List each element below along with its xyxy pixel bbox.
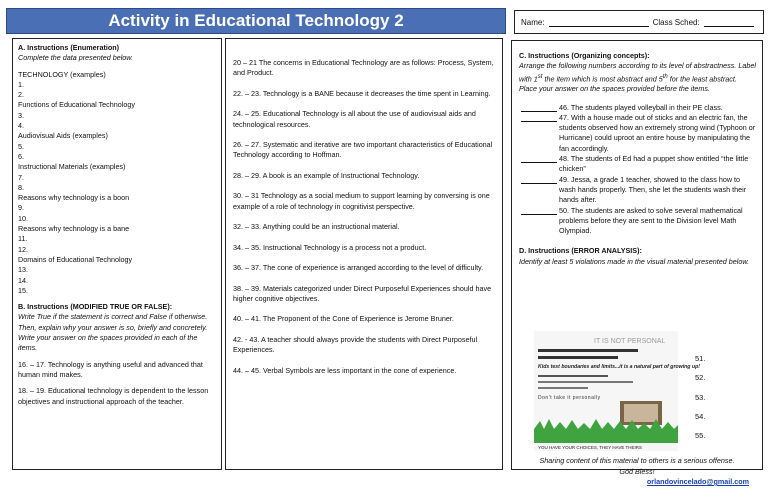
enumeration-line: 6. <box>18 151 24 161</box>
error-answer-numbers <box>695 349 705 445</box>
enumeration-line: 5. <box>18 141 24 151</box>
name-label: Name: <box>521 17 545 27</box>
section-c-heading: C. Instructions (Organizing concepts): <box>519 51 650 60</box>
error-number: 51. <box>695 354 706 363</box>
enumeration-line: 15. <box>18 285 28 295</box>
true-false-item: 26. – 27. Systematic and iterative are two important characteristics of Educational Technology according to Hoffman. <box>233 140 493 160</box>
class-sched-field[interactable] <box>704 18 754 27</box>
answer-blank[interactable] <box>521 113 557 122</box>
error-number: 52. <box>695 373 706 383</box>
organizing-item-text: 47. With a house made out of sticks and an electric fan, the students observed how an extremely strong wind (Typhoon or Hurricane) could uproot an entire house by manipulating the fan accordingly. <box>559 112 756 153</box>
true-false-list <box>233 58 496 376</box>
true-false-item: 44. – 45. Verbal Symbols are less important in the cone of experience. <box>233 365 457 375</box>
name-field[interactable] <box>549 18 649 27</box>
footer <box>511 456 763 488</box>
enumeration-line: Domains of Educational Technology <box>18 254 133 264</box>
enumeration-line: 3. <box>18 110 24 120</box>
enumeration-line: Audiovisual Aids (examples) <box>18 131 108 141</box>
section-c-instructions: Arrange the following numbers according to its level of abstractness. Label with 1st the item which is most abstract and 5th for the least abstract. Place your answer on the spaces provided before the items. <box>519 61 756 94</box>
true-false-item: 22. – 23. Technology is a BANE because it decreases the time spent in Learning. <box>233 88 491 98</box>
enumeration-line: 7. <box>18 172 24 182</box>
organizing-item-text: 49. Jessa, a grade 1 teacher, showed to the class how to wash hands properly. Then, she let the students wash their hands after. <box>559 174 747 205</box>
enumeration-line: 12. <box>18 244 28 254</box>
answer-blank[interactable] <box>521 175 557 184</box>
poster-footer: YOU HAVE YOUR CHOICES, THEY HAVE THEIRS <box>538 445 643 450</box>
error-number: 54. <box>695 411 706 421</box>
section-a-heading: A. Instructions (Enumeration) <box>18 43 120 52</box>
organizing-item <box>521 154 756 175</box>
true-false-item: 24. – 25. Educational Technology is all about the use of audiovisual aids and technological resources. <box>233 109 476 129</box>
true-false-item: 40. – 41. The Proponent of the Cone of Experience is Jerome Bruner. <box>233 314 454 324</box>
section-a-instructions: Complete the data presented below. <box>18 53 134 63</box>
author-email-link[interactable]: orlandovincelado@gmail.com <box>646 477 749 486</box>
question-16-17: 16. – 17. Technology is anything useful and advanced that human mind makes. <box>18 359 203 379</box>
true-false-item: 34. – 35. Instructional Technology is a process not a product. <box>233 242 427 252</box>
poster-title: IT IS NOT PERSONAL <box>594 338 666 345</box>
name-box <box>514 10 764 34</box>
poster-line-1: Kids test boundaries and limits...it is a natural part of growing up! <box>538 364 700 370</box>
class-sched-label: Class Sched: <box>652 17 700 27</box>
enumeration-line: 2. <box>18 90 24 100</box>
organizing-item <box>521 175 756 206</box>
true-false-item: 32. – 33. Anything could be an instructional material. <box>233 222 400 232</box>
organizing-item-text: 48. The students of Ed had a puppet show entitled “the little chicken” <box>559 154 749 174</box>
footer-warning: Sharing content of this material to others is a serious offense. <box>539 456 735 465</box>
section-d-heading: D. Instructions (ERROR ANALYSIS): <box>519 246 642 256</box>
answer-blank[interactable] <box>521 103 557 112</box>
enumeration-line: 11. <box>18 234 28 244</box>
enumeration-list <box>18 70 216 297</box>
true-false-item: 20 – 21 The concerns in Educational Technology are as follows: Process, System, and Product. <box>233 58 494 78</box>
true-false-item: 30. – 31 Technology as a social medium to support learning by conversing is one example of a role of technology in cognitivist perspective. <box>233 191 490 211</box>
true-false-item: 28. – 29. A book is an example of Instructional Technology. <box>233 170 420 180</box>
organizing-item-text: 50. The students are asked to solve several mathematical problems before they are sent to the Division level Math Olympiad. <box>559 205 743 236</box>
error-number: 55. <box>695 431 706 441</box>
true-false-item: 36. – 37. The cone of experience is arranged according to the level of difficulty. <box>233 263 484 273</box>
section-a-b-column <box>12 38 222 470</box>
enumeration-line: Reasons why technology is a bane <box>18 224 130 234</box>
organizing-item-text: 46. The students played volleyball in their PE class. <box>559 102 723 112</box>
organizing-item <box>521 103 756 113</box>
organizing-item <box>521 206 756 237</box>
answer-blank[interactable] <box>521 154 557 163</box>
true-false-item: 42. - 43. A teacher should always provide the students with Direct Purposeful Experiences. <box>233 334 478 355</box>
poster-line-2: Don’t take it personally <box>538 395 601 401</box>
enumeration-line: 14. <box>18 275 28 285</box>
section-c-d-column <box>511 40 763 470</box>
answer-blank[interactable] <box>521 206 557 215</box>
organizing-item <box>521 113 756 154</box>
enumeration-line: Instructional Materials (examples) <box>18 162 126 172</box>
true-false-item: 38. – 39. Materials categorized under Direct Purposeful Experiences should have higher cognitive objectives. <box>233 283 492 303</box>
enumeration-line: 4. <box>18 121 24 131</box>
enumeration-line: 1. <box>18 79 24 89</box>
section-b-heading: B. Instructions (MODIFIED TRUE OR FALSE): <box>18 302 173 312</box>
enumeration-line: Functions of Educational Technology <box>18 100 135 110</box>
error-number: 53. <box>695 392 706 402</box>
visual-material-image <box>534 331 700 451</box>
enumeration-line: 9. <box>18 203 24 213</box>
enumeration-line: 10. <box>18 213 28 223</box>
question-18-19: 18. – 19. Educational technology is dependent to the lesson objectives and instructional approach of the teacher. <box>18 386 209 406</box>
enumeration-line: TECHNOLOGY (examples) <box>18 69 106 79</box>
organizing-list <box>519 103 756 237</box>
section-d-instructions: Identify at least 5 violations made in the visual material presented below. <box>519 256 750 266</box>
enumeration-line: 8. <box>18 182 24 192</box>
true-false-column <box>225 38 503 470</box>
enumeration-line: 13. <box>18 265 28 275</box>
page-title: Activity in Educational Technology 2 <box>6 8 506 34</box>
enumeration-line: Reasons why technology is a boon <box>18 193 130 203</box>
section-b-instructions: Write True if the statement is correct and False if otherwise. Then, explain why your answer is so, briefly and concretely. Write your answer on the spaces provided in each of the items. <box>18 312 208 353</box>
footer-blessing: God Bless! <box>619 466 655 476</box>
